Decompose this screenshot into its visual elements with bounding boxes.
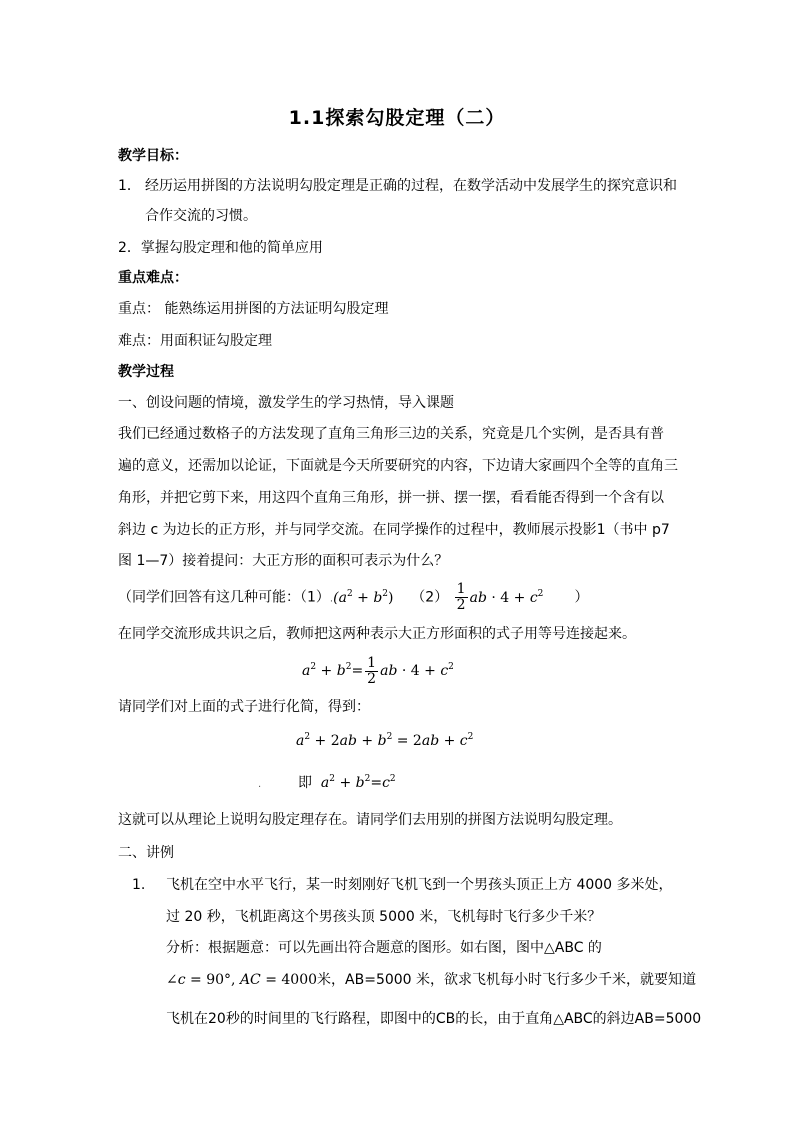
- paragraph-line: 我们已经通过数格子的方法发现了直角三角形三边的关系，究竟是几个实例，是否具有普: [118, 426, 664, 442]
- fraction-one-half: $\frac{1}{2}$: [456, 581, 466, 613]
- page-title: 1.1探索勾股定理（二）: [288, 107, 506, 129]
- answers-line: [118, 582, 589, 612]
- equation-conclusion-line: [258, 773, 261, 795]
- dot-mark: .: [258, 779, 262, 790]
- answers-prefix: （同学们回答有这几种可能：（1）: [118, 589, 330, 606]
- example-line-2: 过 20 秒，飞机距离这个男孩头顶 5000 米，飞机每时飞行多少千米？: [166, 909, 602, 925]
- analysis-line-2-text: 米，AB=5000 米，欲求飞机每小时飞行多少千米，就要知道: [317, 972, 697, 988]
- formula-half-ab-4-plus-c2: $\frac{1}{2}$ ab · $4 + c^2$: [456, 581, 544, 613]
- fraction-one-half: $\frac{1}{2}$: [367, 654, 377, 687]
- section-1-heading: 一、创设问题的情境，激发学生的学习热情，导入课题: [118, 395, 454, 411]
- connect-paragraph: 在同学交流形成共识之后，教师把这两种表示大正方形面积的式子用等号连接起来。: [118, 626, 636, 642]
- conclusion-paragraph: 这就可以从理论上说明勾股定理存在。请同学们去用别的拼图方法说明勾股定理。: [118, 812, 622, 828]
- analysis-line-2: [166, 970, 696, 990]
- goal-1-line-2: 合作交流的习惯。: [145, 208, 257, 224]
- goals-heading: 教学目标：: [118, 148, 188, 164]
- equation-area-equality: $a^2 + b^2=$ $\frac{1}{2}$ ab · $4 + c^2$: [302, 654, 454, 687]
- key-point: 重点： 能熟练运用拼图的方法证明勾股定理: [118, 301, 389, 317]
- paragraph-line: 角形，并把它剪下来，用这四个直角三角形，拼一拼、摆一摆，看看能否得到一个含有以: [118, 490, 664, 506]
- key-difficult-heading: 重点难点：: [118, 270, 188, 286]
- paragraph-line: 遍的意义，还需加以论证，下面就是今天所要研究的内容，下边请大家画四个全等的直角三: [118, 458, 678, 474]
- paragraph-line: 斜边 c 为边长的正方形，并与同学交流。在同学操作的过程中，教师展示投影1（书中 p7: [118, 522, 670, 538]
- formula-a2-plus-b2: $(a^2 + b^2)$: [333, 588, 394, 606]
- formula-pythagorean: $a^2 + b^2=c^2$: [320, 774, 396, 791]
- goal-1-number: 1．: [118, 178, 141, 194]
- example-line-1: 飞机在空中水平飞行，某一时刻刚好飞机飞到一个男孩头顶正上方 4000 多米处，: [166, 877, 673, 893]
- goal-2: 2．掌握勾股定理和他的简单应用: [118, 240, 323, 256]
- process-heading: 教学过程: [118, 364, 174, 380]
- difficult-point: 难点：用面积证勾股定理: [118, 333, 272, 349]
- ji-label: 即: [298, 775, 312, 791]
- equation-conclusion: [298, 773, 396, 793]
- simplify-paragraph: 请同学们对上面的式子进行化简，得到：: [118, 699, 370, 715]
- formula-angle-c: ∠c = 90°, AC = 4000: [166, 972, 318, 988]
- example-number: 1.: [132, 877, 146, 893]
- paragraph-line: 图 1—7）接着提问：大正方形的面积可表示为什么？: [118, 553, 449, 569]
- goal-1-line-1: 经历运用拼图的方法说明勾股定理是正确的过程，在数学活动中发展学生的探究意识和: [145, 178, 677, 194]
- answers-suffix: ）: [574, 589, 589, 606]
- answers-mid: （2）: [411, 589, 449, 606]
- section-2-heading: 二、讲例: [118, 845, 174, 861]
- analysis-line-3: 飞机在20秒的时间里的飞行路程，即图中的CB的长，由于直角△ABC的斜边AB=5000: [166, 1011, 702, 1027]
- analysis-line-1: 分析：根据题意：可以先画出符合题意的图形。如右图，图中△ABC 的: [166, 940, 602, 956]
- equation-expanded: $a^2 + 2ab + b^2 = 2ab + c^2$: [296, 732, 474, 749]
- dot-mark: .: [329, 593, 334, 605]
